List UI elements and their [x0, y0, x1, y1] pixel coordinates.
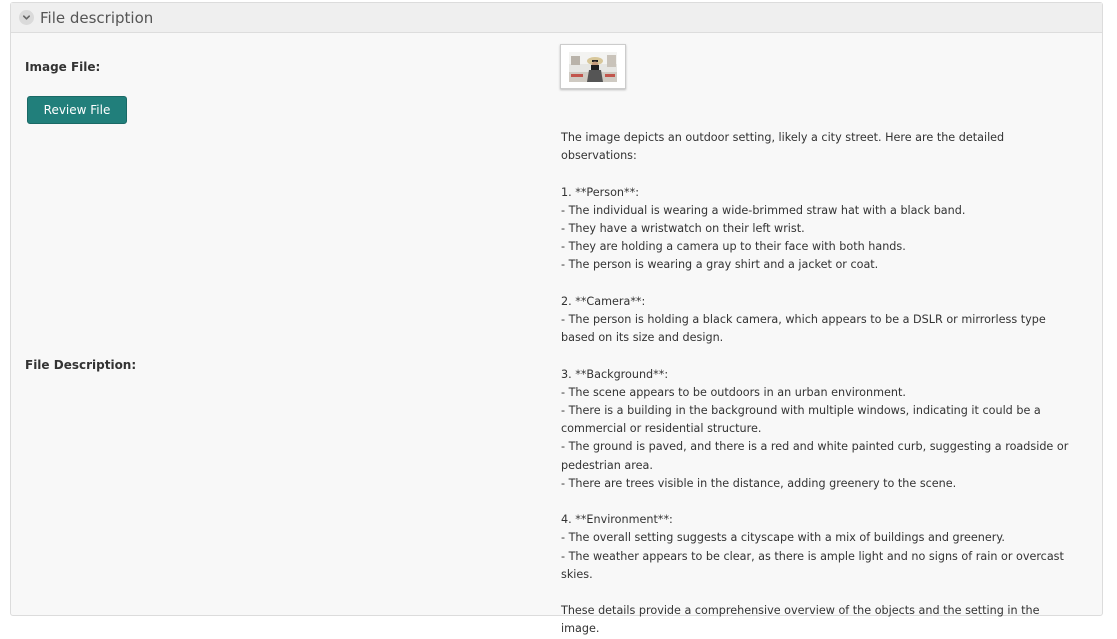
panel-title: File description: [40, 8, 154, 27]
image-thumbnail[interactable]: [560, 44, 626, 89]
review-file-button[interactable]: Review File: [27, 96, 127, 124]
image-file-label: Image File:: [25, 60, 101, 74]
chevron-down-icon[interactable]: [19, 10, 34, 25]
panel-header[interactable]: [11, 3, 1102, 33]
file-description-text: The image depicts an outdoor setting, likely a city street. Here are the detailed observations: 1. **Person**: - The individual is wearing a wide-brimmed straw hat with a black band. - They have a wristwatch on their left wrist. - They are holding a camera up to their face with both hands. - The person is wearing a gray shirt and a jacket or coat. 2. **Camera**: - The person is holding a black camera, which appears to be a DSLR or mirrorless type based on its size and design. 3. **Background**: - The scene appears to be outdoors in an urban environment. - There is a building in the background with multiple windows, indicating it could be a commercial or residential structure. - The ground is paved, and there is a red and white painted curb, suggesting a roadside or pedestrian area. - There are trees visible in the distance, adding greenery to the scene. 4. **Environment**: - The overall setting suggests a cityscape with a mix of buildings and greenery. - The weather appears to be clear, as there is ample light and no signs of rain or overcast skies. These details provide a comprehensive overview of the objects and the setting in the image.: [561, 131, 1069, 636]
file-description-panel: [10, 2, 1103, 636]
photo-thumbnail-icon: [569, 52, 617, 82]
file-description-label: File Description:: [25, 358, 137, 372]
